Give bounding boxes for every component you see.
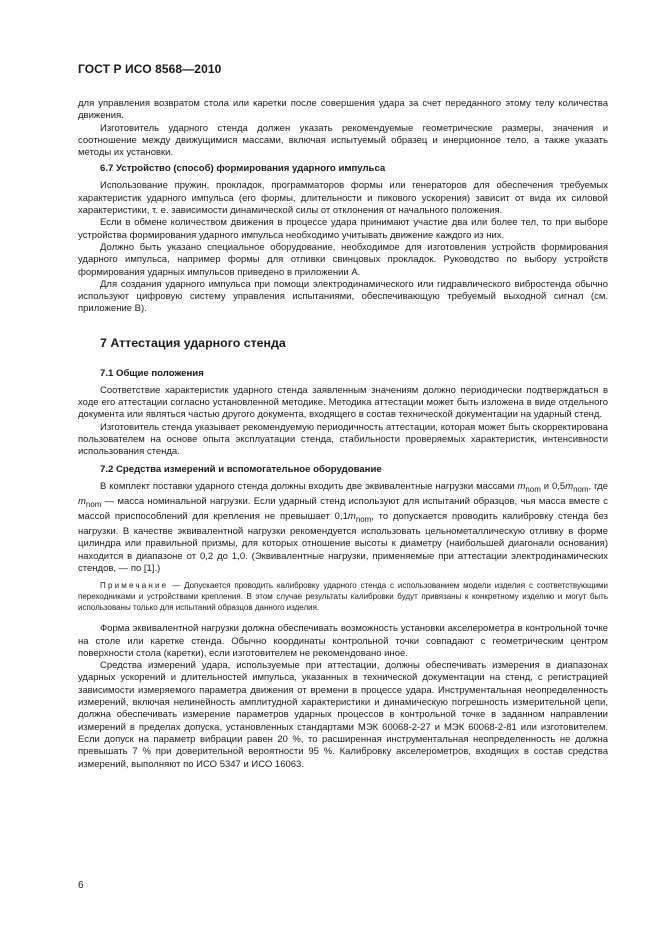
paragraph: Средства измерений удара, используемые при аттестации, должны обеспечивать измерения в диапазонах ударных ускорений и длительностей импульса, указанных в технической документации на стенд, с регистрацией зависимости измеряемого параметра движения от времени в процессе удара. Инструментальная неопределенность измерений, включая нелинейность амплитудной характеристики и динамическую погрешность измерительной цепи, должна обеспечивать измерение параметров ударных процессов в контрольной точке в заданном направлении измерений в пределах допуска, установленных стандартами МЭК 60068-2-27 и МЭК 60068-2-81 или изготовителем. Если допуск на параметр вибрации равен 20 %, то расширенная инструментальная неопределенность не должна превышать 7 % при доверительной вероятности 95 %. Калибровку акселерометров, входящих в состав средства измерений, выполняют по ИСО 5347 и ИСО 16063.: [78, 660, 608, 770]
paragraph: Использование пружин, прокладок, программаторов формы или генераторов для обеспечения требуемых характеристик ударного импульса (его формы, длительности и пикового ускорения) зависит от вида их силовой характеристики, т. е. зависимости динамической силы от отклонения от начального положения.: [78, 180, 608, 217]
page-number: 6: [78, 880, 84, 891]
note: [78, 580, 608, 613]
section-heading-7-1: 7.1 Общие положения: [100, 367, 204, 379]
paragraph: Должно быть указано специальное оборудование, необходимое для изготовления устройств формирования ударного импульса, например формы для отливки свинцовых прокладок. Руководство по выбору устройств формирования ударных импульсов приведено в приложении А.: [78, 241, 608, 278]
paragraph: Для создания ударного импульса при помощи электродинамического или гидравлического вибростенда обычно используют цифровую систему управления испытаниями, обеспечивающую требуемый выходной сигнал (см. приложение В).: [78, 278, 608, 315]
section-heading-7-2: 7.2 Средства измерений и вспомогательное оборудование: [100, 463, 382, 475]
note-text: — Допускается проводить калибровку ударного стенда с использованием модели изделия с соответствующими переходниками и устройствами крепления. В этом случае результаты калибровки будут привязаны к конкретному изделию и могут быть использованы только для испытаний образцов данного изделия.: [78, 581, 608, 613]
note-label: Примечание: [100, 581, 169, 591]
paragraph: для управления возвратом стола или каретки после совершения удара за счет переданного этому телу количества движения.: [78, 98, 608, 122]
document-header: ГОСТ Р ИСО 8568—2010: [78, 62, 222, 76]
paragraph: Изготовитель стенда указывает рекомендуемую периодичность аттестации, которая может быть скорректирована пользователем на основе опыта эксплуатации стенда, стабильности проверяемых характеристик, интенсивности использования стенда.: [78, 421, 608, 458]
section-heading-6-7: 6.7 Устройство (способ) формирования ударного импульса: [100, 163, 386, 175]
paragraph: Если в обмене количеством движения в процессе удара принимают участие два или более тел, то при выборе устройства формирования ударного импульса необходимо учитывать движение каждого из них.: [78, 217, 608, 241]
chapter-heading-7: 7 Аттестация ударного стенда: [100, 335, 286, 350]
paragraph: Изготовитель ударного стенда должен указать рекомендуемые геометрические размеры, значения и соотношение между движущимися массами, включая испытуемый образец и инерционное тело, а также указать методы их установки.: [78, 122, 608, 159]
document-page: [78, 62, 608, 771]
paragraph: Форма эквивалентной нагрузки должна обеспечивать возможность установки акселерометра в контрольной точке на столе или каретке стенда. Обычно координаты контрольной точки совпадают с геометрическим центром поверхности стола (каретки), если изготовителем не рекомендовано иное.: [78, 623, 608, 659]
paragraph: Соответствие характеристик ударного стенда заявленным значениям должно периодически подтверждаться в ходе его аттестации согласно установленной методике. Методика аттестации может быть изложена в виде отдельного документа или являться частью другого документа, входящего в состав технической документации на ударный стенд.: [78, 384, 608, 421]
paragraph-equivalent-loads: В комплект поставки ударного стенда должны входить две эквивалентные нагрузки массами $m_{nom}$ и $0,5m_{nom}$, где $m_{nom}$ — масса номинальной нагрузки. Если ударный стенд используют для испытаний образцов, чья масса вместе с массой приспособлений для крепления не превышает $0,1m_{nom}$, то допускается проводить калибровку стенда без нагрузки. В качестве эквивалентной нагрузки рекомендуется использовать цельнометаллическую отливку в форме цилиндра или правильной призмы, для которых отношение высоты к диаметру (наибольшей диагонали основания) находится в диапазоне от 0,2 до 1,0. (Эквивалентные нагрузки, применяемые при аттестации электродинамических стендов, — по [1].): [78, 480, 608, 574]
